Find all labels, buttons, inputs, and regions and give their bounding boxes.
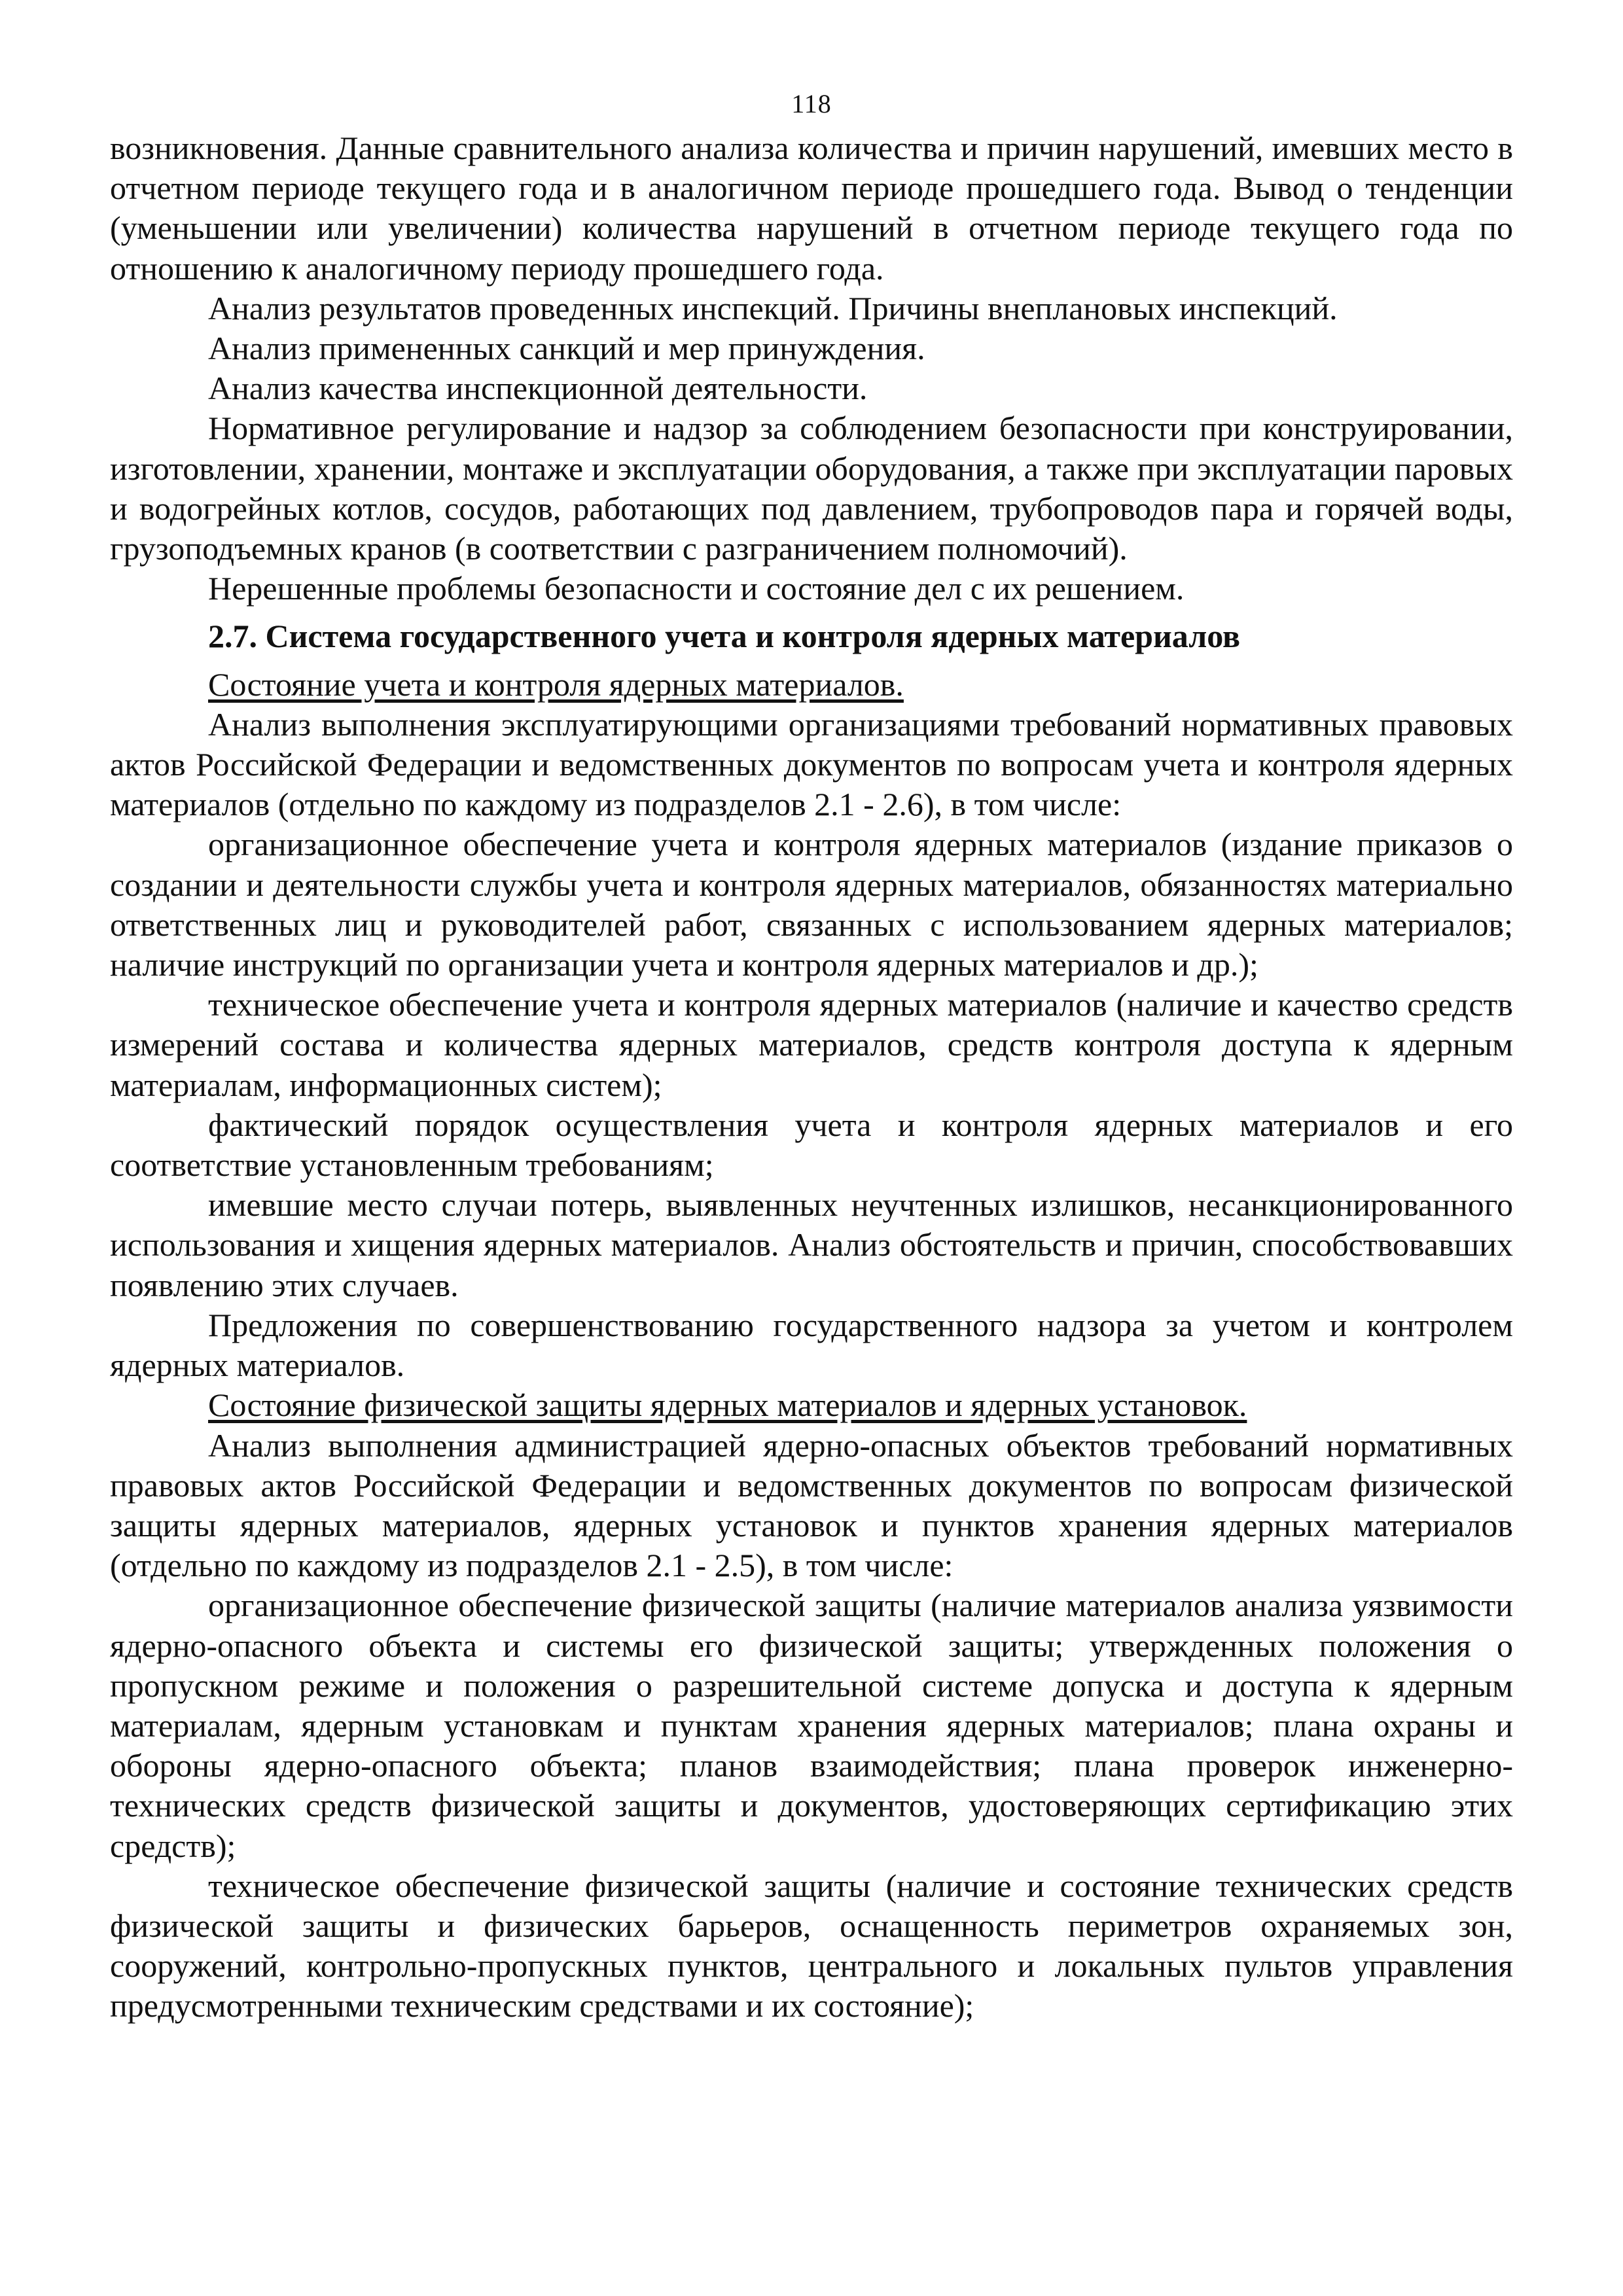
subsection-physical-protection-title: Состояние физической защиты ядерных материалов и ядерных установок. bbox=[208, 1386, 1247, 1424]
paragraph-protection-analysis: Анализ выполнения администрацией ядерно-опасных объектов требований нормативных правовых актов Российской Федерации и ведомственных документов по вопросам физической защиты ядерных материалов, ядерных установок и пунктов хранения ядерных материалов (отдельно по каждому из подразделов 2.1 - 2.5), в том числе: bbox=[110, 1426, 1513, 1584]
subsection-physical-protection-heading bbox=[110, 1385, 1513, 1425]
paragraph-equipment-regulation: Нормативное регулирование и надзор за соблюдением безопасности при конструировании, изготовлении, хранении, монтаже и эксплуатации оборудования, а также при эксплуатации паровых и водогрейных котлов, сосудов, работающих под давлением, трубопроводов пара и горячей воды, грузоподъемных кранов (в соответствии с разграничением полномочий). bbox=[110, 410, 1513, 567]
page-number: 118 bbox=[791, 89, 832, 118]
section-heading: 2.7. Система государственного учета и контроля ядерных материалов bbox=[208, 618, 1241, 655]
paragraph-accounting-organizational: организационное обеспечение учета и контроля ядерных материалов (издание приказов о создании и деятельности службы учета и контроля ядерных материалов, обязанностях материально ответственных лиц и руководителей работ, связанных с использованием ядерных материалов; наличие инструкций по организации учета и контроля ядерных материалов и др.); bbox=[110, 826, 1513, 983]
paragraph-losses: имевшие место случаи потерь, выявленных неучтенных излишков, несанкционированного использования и хищения ядерных материалов. Анализ обстоятельств и причин, способствовавших появлению этих случаев. bbox=[110, 1186, 1513, 1303]
paragraph-accounting-analysis: Анализ выполнения эксплуатирующими организациями требований нормативных правовых актов Российской Федерации и ведомственных документов по вопросам учета и контроля ядерных материалов (отдельно по каждому из подразделов 2.1 - 2.6), в том числе: bbox=[110, 705, 1513, 823]
paragraph-protection-organizational: организационное обеспечение физической защиты (наличие материалов анализа уязвимости ядерно-опасного объекта и системы его физической защиты; утвержденных положения о пропускном режиме и положения о разрешительной системе допуска и доступа к ядерным материалам, ядерным установкам и пунктам хранения ядерных материалов; плана охраны и обороны ядерно-опасного объекта; планов взаимодействия; плана проверок инженерно-технических средств физической защиты и документов, удостоверяющих сертификацию этих средств); bbox=[110, 1587, 1513, 1864]
paragraph-unresolved-problems: Нерешенные проблемы безопасности и состояние дел с их решением. bbox=[208, 570, 1185, 607]
paragraph-sanctions: Анализ примененных санкций и мер принуждения. bbox=[208, 330, 925, 367]
document-body bbox=[110, 128, 1513, 2026]
paragraph-protection-technical: техническое обеспечение физической защиты (наличие и состояние технических средств физической защиты и физических барьеров, оснащенность периметров охраняемых зон, сооружений, контрольно-пропускных пунктов, центрального и локальных пультов управления предусмотренными техническим средствами и их состояние); bbox=[110, 1867, 1513, 2024]
subsection-accounting-title: Состояние учета и контроля ядерных материалов. bbox=[208, 665, 904, 703]
paragraph-inspection-quality: Анализ качества инспекционной деятельности. bbox=[208, 370, 868, 407]
paragraph-accounting-procedure: фактический порядок осуществления учета и контроля ядерных материалов и его соответствие установленным требованиям; bbox=[110, 1106, 1513, 1184]
paragraph-inspection-results: Анализ результатов проведенных инспекций. Причины внеплановых инспекций. bbox=[208, 289, 1338, 327]
paragraph-accounting-technical: техническое обеспечение учета и контроля ядерных материалов (наличие и качество средств измерений состава и количества ядерных материалов, средств контроля доступа к ядерным материалам, информационных систем); bbox=[110, 986, 1513, 1103]
subsection-accounting-heading bbox=[110, 665, 1513, 705]
paragraph-violations-continuation: возникновения. Данные сравнительного анализа количества и причин нарушений, имевших место в отчетном периоде текущего года и в аналогичном периоде прошедшего года. Вывод о тенденции (уменьшении или увеличении) количества нарушений в отчетном периоде текущего года по отношению к аналогичному периоду прошедшего года. bbox=[110, 130, 1513, 287]
paragraph-accounting-proposals: Предложения по совершенствованию государственного надзора за учетом и контролем ядерных материалов. bbox=[110, 1306, 1513, 1384]
